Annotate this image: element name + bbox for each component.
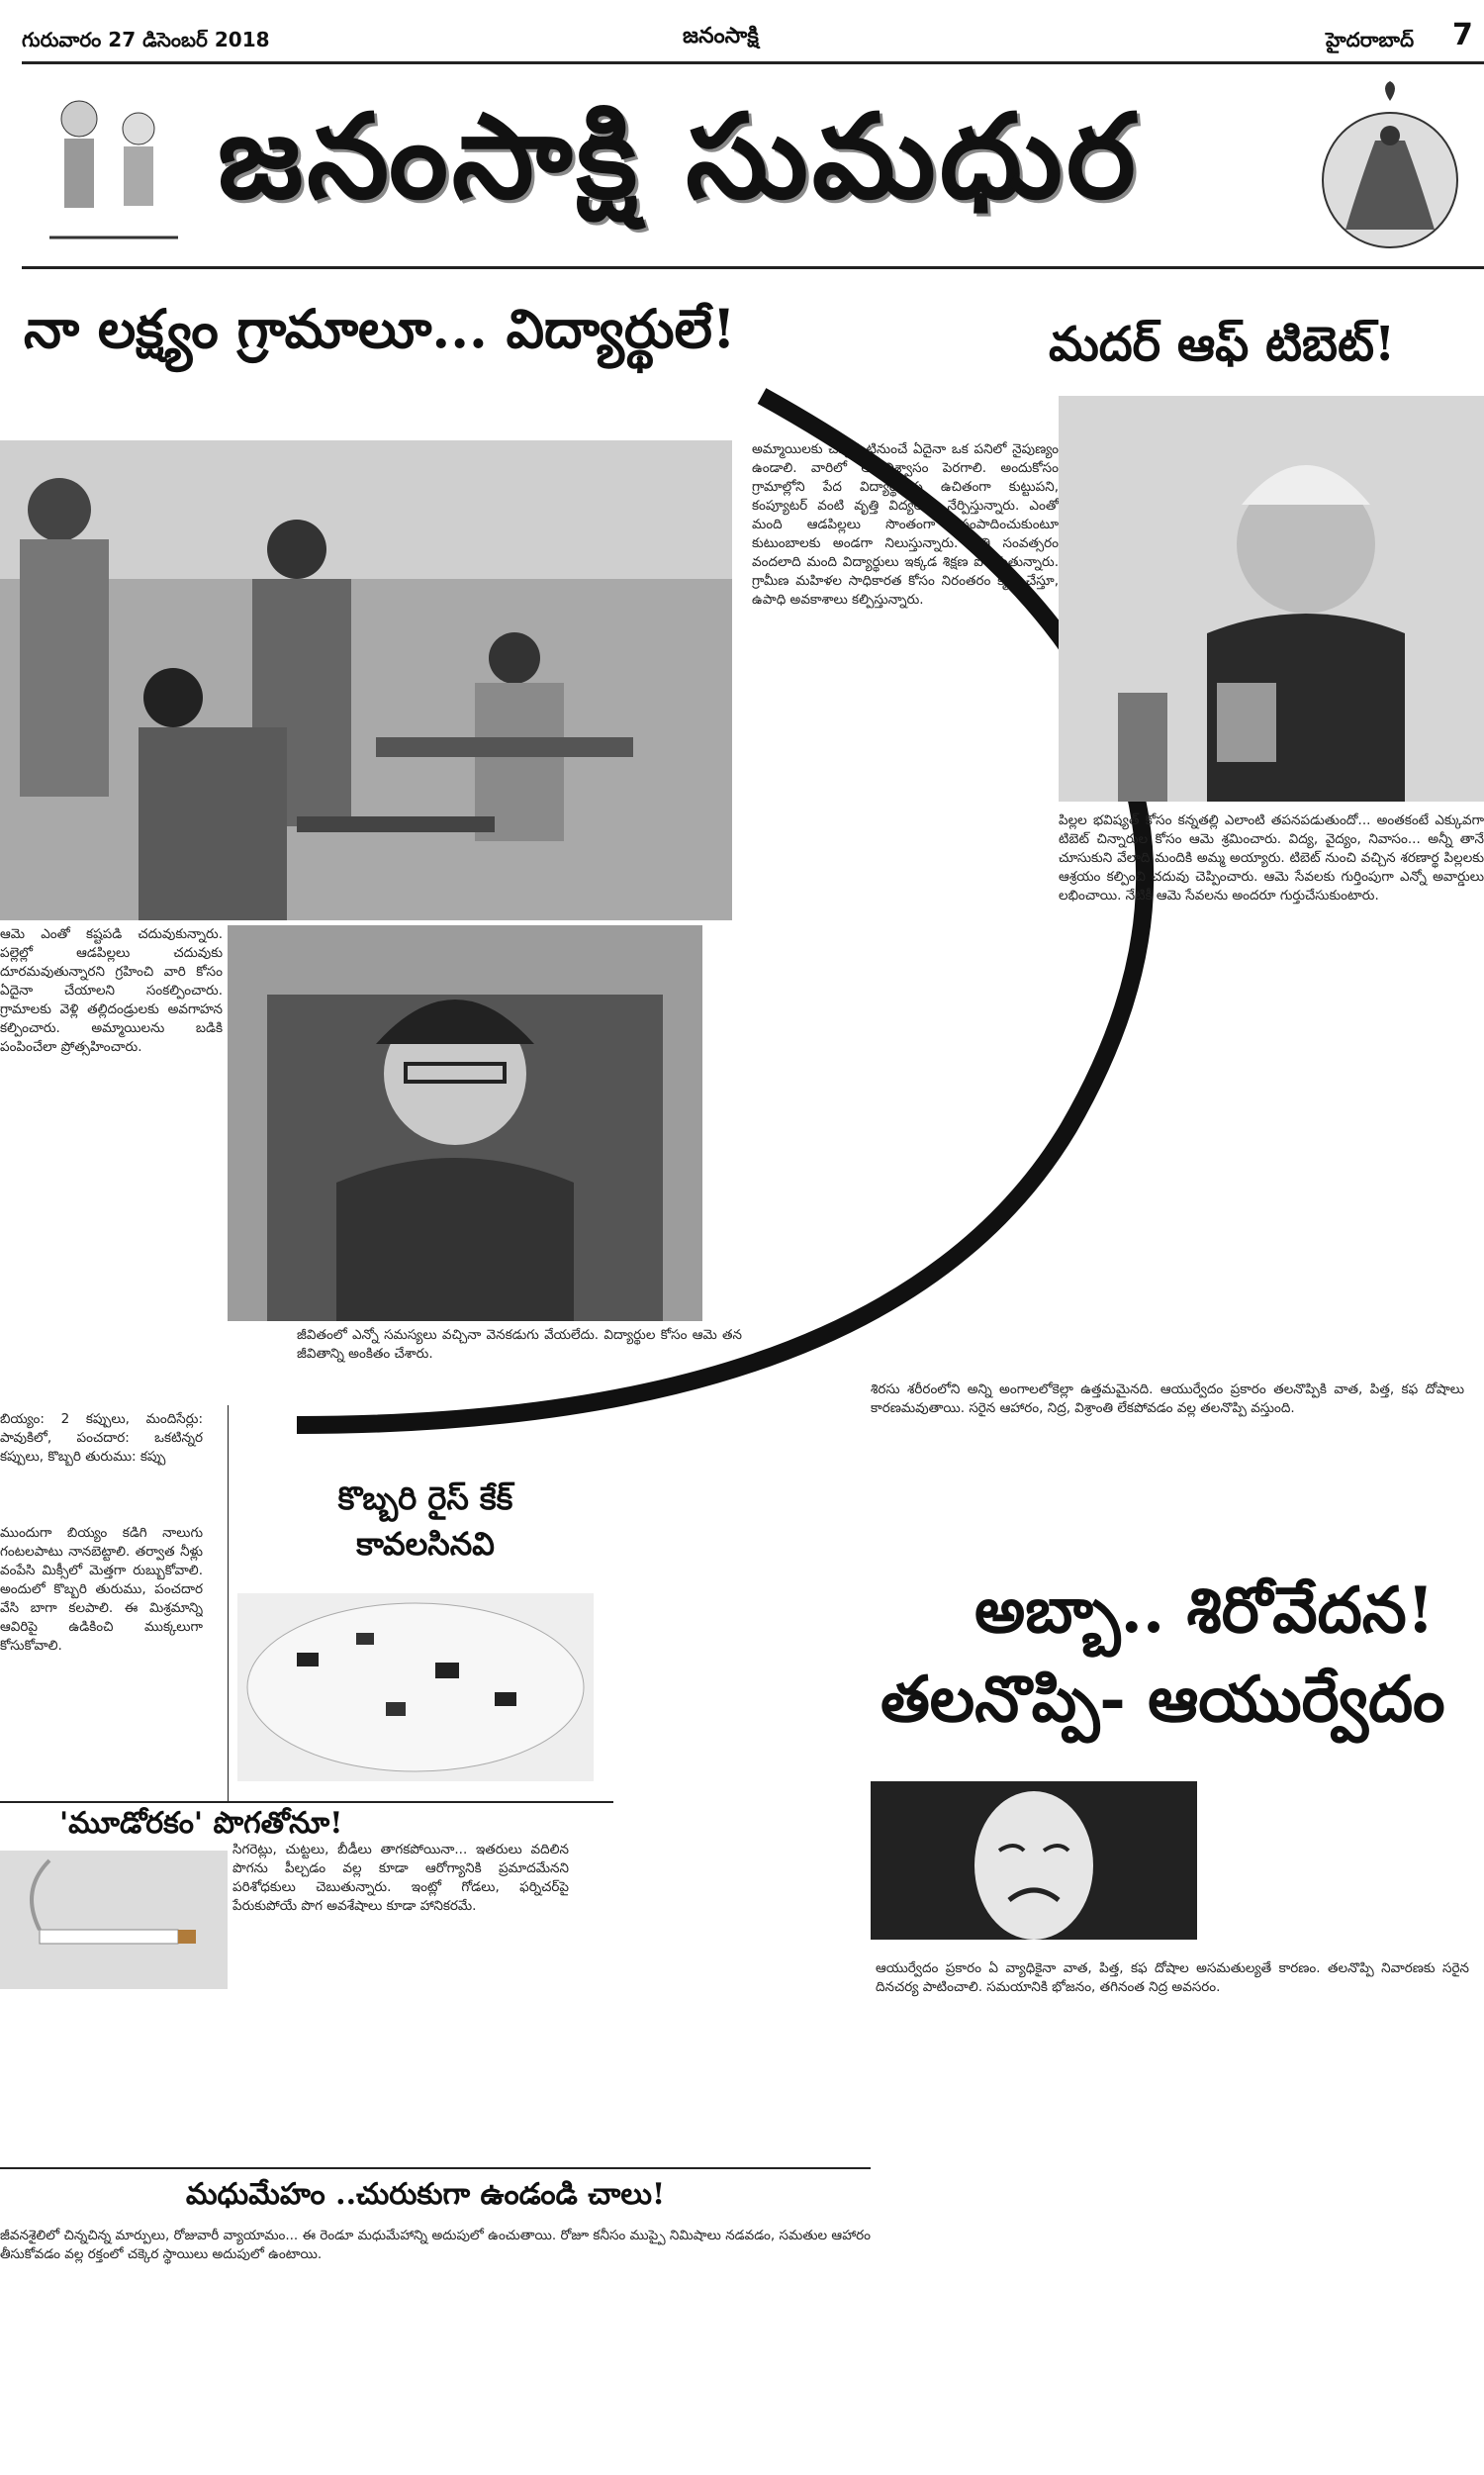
paper-name: జనంసాక్షి bbox=[683, 24, 759, 48]
supplement-title: జనంసాక్షి సుమధుర bbox=[218, 87, 1140, 225]
cake-ingredients: బియ్యం: 2 కప్పులు, మందిసేర్లు: పావుకిలో, పంచదార: ఒకటిన్నర కప్పులు, కొబ్బరి తురుము: కప్పు bbox=[0, 1411, 203, 1465]
city-label: హైదరాబాద్ bbox=[1326, 28, 1415, 51]
smoking-headline: 'మూడోరకం' పొగతోనూ! bbox=[59, 1806, 343, 1841]
page-number: 7 bbox=[1452, 18, 1473, 52]
main-article-body-right: అమ్మాయిలకు చిన్నప్పటినుంచే ఏదైనా ఒక పనిలో నైపుణ్యం ఉండాలి. వారిలో ఆత్మవిశ్వాసం పెరగాలి. అందుకోసం గ్రామాల్లోని పేద విద్యార్థులకు ఉచితంగా కుట్టుపని, కంప్యూటర్ వంటి వృత్తి విద్యలను నేర్పిస్తున్నారు. ఎంతో మంది ఆడపిల్లలు సొంతంగా సంపాదించుకుంటూ కుటుంబాలకు అండగా నిలుస్తున్నారు. ప్రతి సంవత్సరం వందలాది మంది విద్యార్థులు ఇక్కడ శిక్షణ పొందుతున్నారు. గ్రామీణ మహిళల సాధికారత కోసం నిరంతరం కృషి చేస్తూ, ఉపాధి అవకాశాలు కల్పిస్తున్నారు. bbox=[752, 441, 1059, 608]
smoking-article-body: సిగరెట్లు, చుట్టలు, బీడీలు తాగకపోయినా... ఇతరులు వదిలిన పొగను పీల్చడం వల్ల కూడా ఆరోగ్యానికి ప్రమాదమేనని పరిశోధకులు చెబుతున్నారు. ఇంట్లో గోడలు, ఫర్నిచర్‌పై పేరుకుపోయే పొగ అవశేషాలు కూడా హానికరమే. bbox=[232, 1842, 569, 1914]
diabetes-article-body: జీవనశైలిలో చిన్నచిన్న మార్పులు, రోజువారీ వ్యాయామం... ఈ రెండూ మధుమేహాన్ని అదుపులో ఉంచుతాయి. రోజూ కనీసం ముప్పై నిమిషాలు నడవడం, సమతుల ఆహారం తీసుకోవడం వల్ల రక్తంలో చక్కెర స్థాయిలు అదుపులో ఉంటాయి. bbox=[0, 2228, 871, 2262]
header-rule bbox=[22, 61, 1484, 64]
diabetes-headline: మధుమేహం ..చురుకుగా ఉండండి చాలు! bbox=[185, 2177, 666, 2212]
main-article-body-bottom: జీవితంలో ఎన్నో సమస్యలు వచ్చినా వెనకడుగు వేయలేదు. విద్యార్థుల కోసం ఆమె తన జీవితాన్ని అంకితం చేశారు. bbox=[297, 1327, 742, 1362]
cigarette-smoke-photo bbox=[0, 1851, 228, 1989]
headache-article-bottom: ఆయుర్వేదం ప్రకారం ఏ వ్యాధికైనా వాత, పిత్త, కఫ దోషాల అసమతుల్యతే కారణం. తలనొప్పి నివారణకు సరైన దినచర్య పాటించాలి. సమయానికి భోజనం, తగినంత నిద్ర అవసరం. bbox=[876, 1960, 1469, 1995]
cake-headline: కొబ్బరి రైస్ కేక్ కావలసినవి bbox=[337, 1479, 513, 1563]
tibet-headline: మదర్ ఆఫ్ టిబెట్! bbox=[1049, 317, 1396, 372]
column-rule-2 bbox=[0, 1801, 613, 1803]
issue-date: గురువారం 27 డిసెంబర్ 2018 bbox=[22, 28, 270, 51]
main-article-body-left: ఆమె ఎంతో కష్టపడి చదువుకున్నారు. పల్లెల్లో ఆడపిల్లలు చదువుకు దూరమవుతున్నారని గ్రహించి వారి కోసం ఏదైనా చేయాలని సంకల్పించారు. గ్రామాలకు వెళ్లి తల్లిదండ్రులకు అవగాహన కల్పించారు. అమ్మాయిలను బడికి పంపించేలా ప్రోత్సహించారు. bbox=[0, 926, 223, 1055]
kids-illustration-icon bbox=[30, 79, 198, 257]
tibet-article-body: పిల్లల భవిష్యత్ కోసం కన్నతల్లి ఎలాంటి తపనపడుతుందో... అంతకంటే ఎక్కువగా టిబెట్ చిన్నారుల కోసం ఆమె శ్రమించారు. విద్య, వైద్యం, నివాసం... అన్నీ తానే చూసుకుని వేలాది మందికి అమ్మ అయ్యారు. టిబెట్ నుంచి వచ్చిన శరణార్థ పిల్లలకు ఆశ్రయం కల్పించి చదువు చెప్పించారు. ఆమె సేవలకు గుర్తింపుగా ఎన్నో అవార్డులు లభించాయి. నేటికీ ఆమె సేవలను అందరూ గుర్తుచేసుకుంటారు. bbox=[1059, 812, 1484, 904]
headache-mask-photo bbox=[871, 1781, 1197, 1940]
main-headline: నా లక్ష్యం గ్రామాలూ... విద్యార్థులే! bbox=[24, 297, 736, 360]
women-emblem-icon bbox=[1316, 81, 1464, 259]
headache-article-top: శిరసు శరీరంలోని అన్ని అంగాలలోకెల్లా ఉత్తమమైనది. ఆయుర్వేదం ప్రకారం తలనొప్పికి వాత, పిత్త, కఫ దోషాలు కారణమవుతాయి. సరైన ఆహారం, నిద్ర, విశ్రాంతి లేకపోవడం వల్ల తలనొప్పి వస్తుంది. bbox=[871, 1381, 1464, 1416]
cake-method: ముందుగా బియ్యం కడిగి నాలుగు గంటలపాటు నానబెట్టాలి. తర్వాత నీళ్లు వంపేసి మిక్సీలో మెత్తగా రుబ్బుకోవాలి. అందులో కొబ్బరి తురుము, పంచదార వేసి బాగా కలపాలి. ఈ మిశ్రమాన్ని ఆవిరిపై ఉడికించి ముక్కలుగా కోసుకోవాలి. bbox=[0, 1525, 203, 1654]
tibet-woman-photo bbox=[1059, 396, 1484, 802]
headache-headline-1: అబ్బా.. శిరోవేదన! bbox=[974, 1573, 1435, 1648]
column-rule-3 bbox=[0, 2167, 871, 2169]
coconut-rice-cake-photo bbox=[237, 1593, 594, 1781]
headache-headline-2: తలనొప్పి- ఆయుర్వేదం bbox=[881, 1663, 1445, 1737]
column-rule-1 bbox=[228, 1405, 229, 1801]
